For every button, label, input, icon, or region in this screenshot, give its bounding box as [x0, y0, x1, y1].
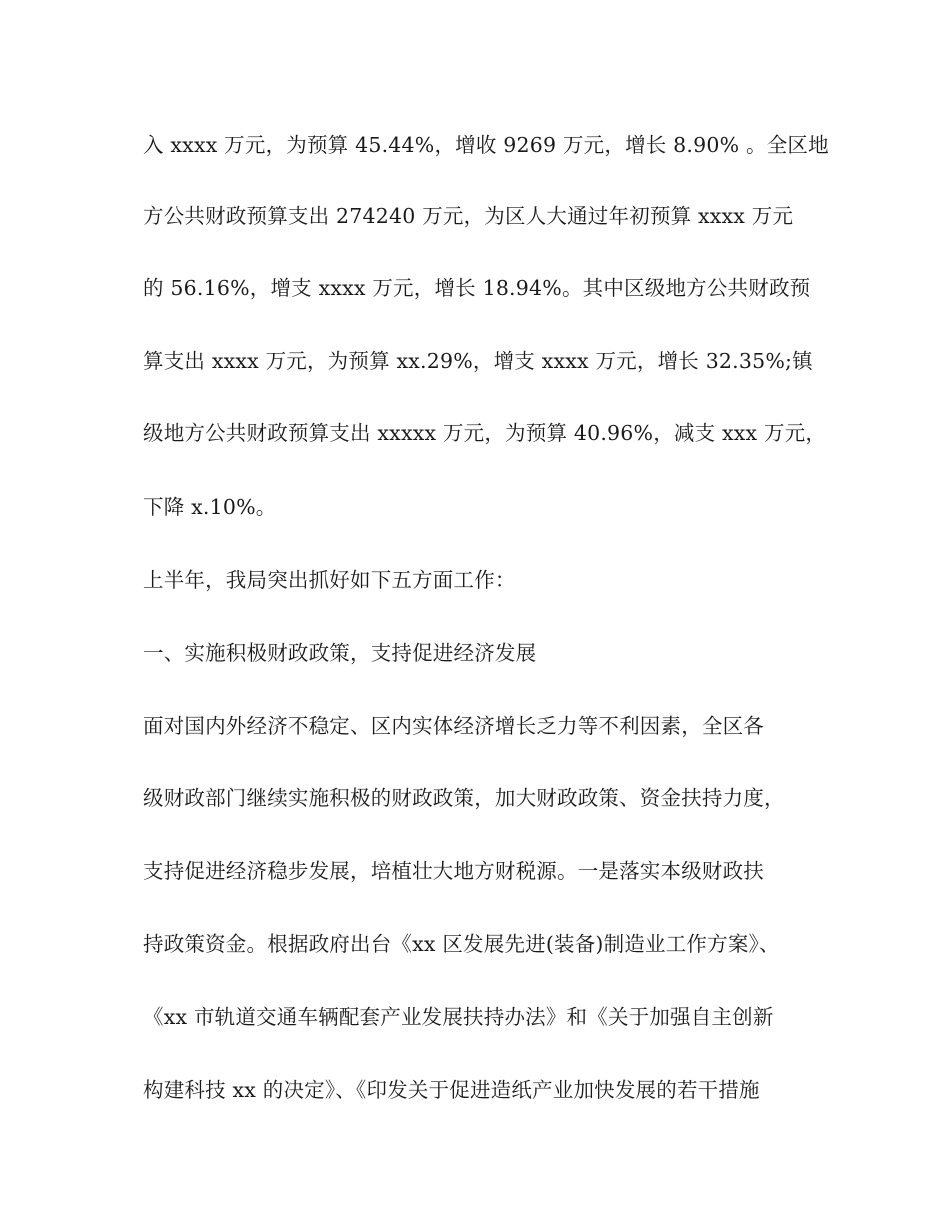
paragraph-line: 构建科技 xx 的决定》、《印发关于促进造纸产业加快发展的若干措施 — [143, 1078, 760, 1102]
paragraph-line: 持政策资金。根据政府出台《xx 区发展先进(装备)制造业工作方案》、 — [143, 932, 780, 956]
paragraph-line: 下降 x.10%。 — [143, 495, 277, 519]
paragraph-line: 支持促进经济稳步发展，培植壮大地方财税源。一是落实本级财政扶 — [143, 859, 764, 883]
paragraph-line: 面对国内外经济不稳定、区内实体经济增长乏力等不利因素，全区各 — [143, 714, 764, 738]
section-heading: 一、实施积极财政政策，支持促进经济发展 — [143, 641, 537, 665]
paragraph-line: 级财政部门继续实施积极的财政政策，加大财政政策、资金扶持力度， — [143, 786, 785, 810]
paragraph-line: 级地方公共财政预算支出 xxxxx 万元，为预算 40.96%，减支 xxx 万元， — [143, 421, 827, 445]
paragraph-line: 入 xxxx 万元，为预算 45.44%，增收 9269 万元，增长 8.90% 。全区地 — [143, 133, 829, 157]
paragraph-line: 上半年，我局突出抓好如下五方面工作： — [143, 568, 516, 592]
paragraph-line: 算支出 xxxx 万元，为预算 xx.29%，增支 xxxx 万元，增长 32.35%;镇 — [143, 349, 813, 373]
paragraph-line: 《xx 市轨道交通车辆配套产业发展扶持办法》和《关于加强自主创新 — [143, 1005, 774, 1029]
paragraph-line: 的 56.16%，增支 xxxx 万元，增长 18.94%。其中区级地方公共财政预 — [143, 276, 811, 300]
paragraph-line: 方公共财政预算支出 274240 万元，为区人大通过年初预算 xxxx 万元 — [143, 204, 794, 228]
